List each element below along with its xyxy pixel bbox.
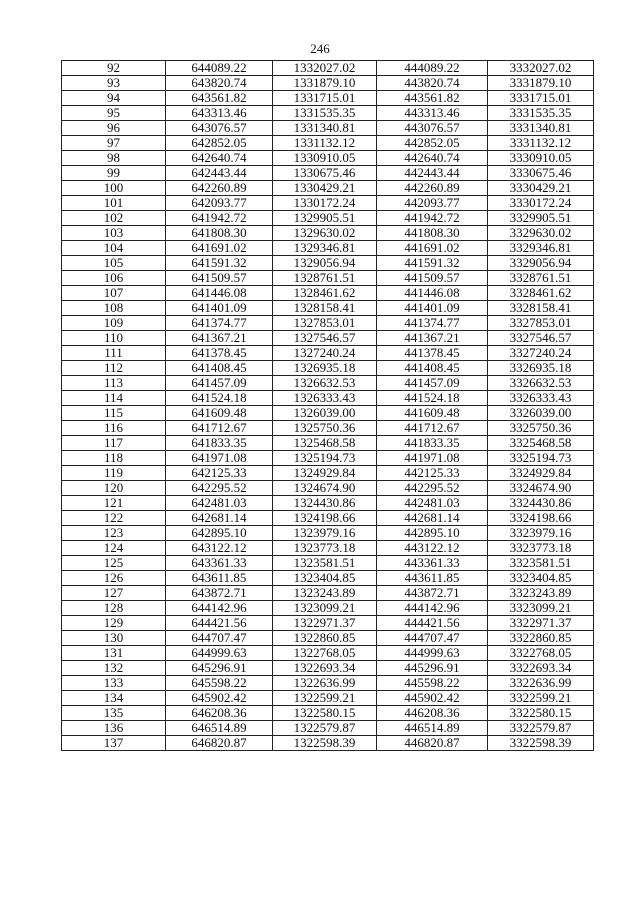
x-coordinate-cell: 641712.67 [166,421,273,436]
x-converted-cell: 441691.02 [377,241,488,256]
x-converted-cell: 443561.82 [377,91,488,106]
y-coordinate-cell: 1330675.46 [273,166,377,181]
y-converted-cell: 3323404.85 [488,571,594,586]
x-coordinate-cell: 642260.89 [166,181,273,196]
x-converted-cell: 445902.42 [377,691,488,706]
y-coordinate-cell: 1322636.99 [273,676,377,691]
point-number-cell: 137 [62,736,166,751]
table-row [62,151,594,166]
y-coordinate-cell: 1323773.18 [273,541,377,556]
x-coordinate-cell: 642481.03 [166,496,273,511]
x-coordinate-cell: 641591.32 [166,256,273,271]
coordinates-table [61,60,594,751]
y-coordinate-cell: 1329905.51 [273,211,377,226]
x-coordinate-cell: 641509.57 [166,271,273,286]
y-coordinate-cell: 1330429.21 [273,181,377,196]
point-number-cell: 127 [62,586,166,601]
y-coordinate-cell: 1330172.24 [273,196,377,211]
table-row [62,556,594,571]
x-converted-cell: 441457.09 [377,376,488,391]
x-coordinate-cell: 642295.52 [166,481,273,496]
point-number-cell: 105 [62,256,166,271]
point-number-cell: 99 [62,166,166,181]
y-coordinate-cell: 1324929.84 [273,466,377,481]
x-converted-cell: 441808.30 [377,226,488,241]
y-coordinate-cell: 1322579.87 [273,721,377,736]
y-converted-cell: 3331132.12 [488,136,594,151]
point-number-cell: 112 [62,361,166,376]
point-number-cell: 125 [62,556,166,571]
y-converted-cell: 3322768.05 [488,646,594,661]
y-coordinate-cell: 1323581.51 [273,556,377,571]
y-coordinate-cell: 1326039.00 [273,406,377,421]
y-converted-cell: 3322636.99 [488,676,594,691]
x-converted-cell: 441446.08 [377,286,488,301]
point-number-cell: 132 [62,661,166,676]
table-row [62,361,594,376]
y-converted-cell: 3323581.51 [488,556,594,571]
table-row [62,256,594,271]
y-coordinate-cell: 1328761.51 [273,271,377,286]
x-converted-cell: 441609.48 [377,406,488,421]
y-converted-cell: 3330910.05 [488,151,594,166]
x-converted-cell: 444421.56 [377,616,488,631]
y-coordinate-cell: 1328461.62 [273,286,377,301]
table-row [62,511,594,526]
x-converted-cell: 441971.08 [377,451,488,466]
point-number-cell: 106 [62,271,166,286]
x-converted-cell: 441509.57 [377,271,488,286]
y-converted-cell: 3325468.58 [488,436,594,451]
x-converted-cell: 443611.85 [377,571,488,586]
table-row [62,316,594,331]
point-number-cell: 92 [62,61,166,76]
x-coordinate-cell: 643313.46 [166,106,273,121]
table-row [62,661,594,676]
point-number-cell: 95 [62,106,166,121]
y-converted-cell: 3324674.90 [488,481,594,496]
table-row [62,421,594,436]
x-coordinate-cell: 641457.09 [166,376,273,391]
table-row [62,541,594,556]
y-coordinate-cell: 1322580.15 [273,706,377,721]
x-converted-cell: 442260.89 [377,181,488,196]
x-converted-cell: 442295.52 [377,481,488,496]
table-row [62,226,594,241]
y-converted-cell: 3322580.15 [488,706,594,721]
x-converted-cell: 444999.63 [377,646,488,661]
y-coordinate-cell: 1324198.66 [273,511,377,526]
x-coordinate-cell: 643122.12 [166,541,273,556]
y-converted-cell: 3329630.02 [488,226,594,241]
x-coordinate-cell: 641408.45 [166,361,273,376]
y-converted-cell: 3328461.62 [488,286,594,301]
table-row [62,586,594,601]
table-row [62,376,594,391]
x-coordinate-cell: 641691.02 [166,241,273,256]
x-converted-cell: 442481.03 [377,496,488,511]
x-coordinate-cell: 641942.72 [166,211,273,226]
table-row [62,181,594,196]
table-row [62,196,594,211]
point-number-cell: 129 [62,616,166,631]
point-number-cell: 136 [62,721,166,736]
y-coordinate-cell: 1332027.02 [273,61,377,76]
point-number-cell: 104 [62,241,166,256]
x-converted-cell: 442640.74 [377,151,488,166]
x-converted-cell: 443122.12 [377,541,488,556]
y-coordinate-cell: 1323404.85 [273,571,377,586]
x-coordinate-cell: 641401.09 [166,301,273,316]
y-converted-cell: 3325750.36 [488,421,594,436]
table-body [62,61,594,751]
y-coordinate-cell: 1323979.16 [273,526,377,541]
x-converted-cell: 446514.89 [377,721,488,736]
y-converted-cell: 3324929.84 [488,466,594,481]
table-row [62,61,594,76]
y-converted-cell: 3323979.16 [488,526,594,541]
y-converted-cell: 3327240.24 [488,346,594,361]
y-converted-cell: 3326632.53 [488,376,594,391]
y-converted-cell: 3323099.21 [488,601,594,616]
y-coordinate-cell: 1327240.24 [273,346,377,361]
x-converted-cell: 445598.22 [377,676,488,691]
y-converted-cell: 3329056.94 [488,256,594,271]
point-number-cell: 131 [62,646,166,661]
point-number-cell: 110 [62,331,166,346]
x-converted-cell: 442093.77 [377,196,488,211]
table-row [62,271,594,286]
table-row [62,571,594,586]
x-coordinate-cell: 642681.14 [166,511,273,526]
x-converted-cell: 441833.35 [377,436,488,451]
point-number-cell: 98 [62,151,166,166]
point-number-cell: 126 [62,571,166,586]
x-coordinate-cell: 641446.08 [166,286,273,301]
y-coordinate-cell: 1331340.81 [273,121,377,136]
table-row [62,616,594,631]
y-coordinate-cell: 1328158.41 [273,301,377,316]
x-coordinate-cell: 644142.96 [166,601,273,616]
y-converted-cell: 3326935.18 [488,361,594,376]
point-number-cell: 94 [62,91,166,106]
table-row [62,211,594,226]
table-row [62,721,594,736]
x-converted-cell: 442681.14 [377,511,488,526]
x-coordinate-cell: 641609.48 [166,406,273,421]
point-number-cell: 101 [62,196,166,211]
x-coordinate-cell: 641808.30 [166,226,273,241]
x-coordinate-cell: 641524.18 [166,391,273,406]
x-coordinate-cell: 642443.44 [166,166,273,181]
x-coordinate-cell: 641378.45 [166,346,273,361]
x-coordinate-cell: 642093.77 [166,196,273,211]
y-converted-cell: 3331715.01 [488,91,594,106]
x-coordinate-cell: 641971.08 [166,451,273,466]
y-coordinate-cell: 1322599.21 [273,691,377,706]
x-converted-cell: 443313.46 [377,106,488,121]
table-row [62,646,594,661]
table-row [62,76,594,91]
table-row [62,706,594,721]
table-row [62,136,594,151]
y-coordinate-cell: 1322971.37 [273,616,377,631]
y-coordinate-cell: 1325468.58 [273,436,377,451]
y-converted-cell: 3325194.73 [488,451,594,466]
x-coordinate-cell: 643561.82 [166,91,273,106]
table-row [62,496,594,511]
y-coordinate-cell: 1327853.01 [273,316,377,331]
x-coordinate-cell: 643872.71 [166,586,273,601]
y-coordinate-cell: 1327546.57 [273,331,377,346]
point-number-cell: 97 [62,136,166,151]
x-coordinate-cell: 641367.21 [166,331,273,346]
y-coordinate-cell: 1331535.35 [273,106,377,121]
table-row [62,631,594,646]
y-converted-cell: 3322599.21 [488,691,594,706]
y-converted-cell: 3326039.00 [488,406,594,421]
x-coordinate-cell: 643076.57 [166,121,273,136]
point-number-cell: 93 [62,76,166,91]
y-converted-cell: 3327546.57 [488,331,594,346]
x-coordinate-cell: 642852.05 [166,136,273,151]
y-converted-cell: 3322693.34 [488,661,594,676]
x-converted-cell: 444142.96 [377,601,488,616]
x-coordinate-cell: 646514.89 [166,721,273,736]
x-converted-cell: 443361.33 [377,556,488,571]
table-row [62,91,594,106]
y-coordinate-cell: 1322598.39 [273,736,377,751]
x-converted-cell: 441374.77 [377,316,488,331]
y-coordinate-cell: 1331132.12 [273,136,377,151]
point-number-cell: 107 [62,286,166,301]
y-converted-cell: 3331340.81 [488,121,594,136]
point-number-cell: 114 [62,391,166,406]
point-number-cell: 122 [62,511,166,526]
y-coordinate-cell: 1331715.01 [273,91,377,106]
y-converted-cell: 3323773.18 [488,541,594,556]
y-converted-cell: 3330429.21 [488,181,594,196]
table-row [62,166,594,181]
y-converted-cell: 3327853.01 [488,316,594,331]
x-coordinate-cell: 645902.42 [166,691,273,706]
x-coordinate-cell: 644421.56 [166,616,273,631]
y-converted-cell: 3324430.86 [488,496,594,511]
y-coordinate-cell: 1323243.89 [273,586,377,601]
y-converted-cell: 3331879.10 [488,76,594,91]
point-number-cell: 123 [62,526,166,541]
table-row [62,346,594,361]
y-coordinate-cell: 1322693.34 [273,661,377,676]
y-converted-cell: 3330675.46 [488,166,594,181]
table-row [62,601,594,616]
x-coordinate-cell: 643820.74 [166,76,273,91]
table-row [62,481,594,496]
x-coordinate-cell: 643611.85 [166,571,273,586]
point-number-cell: 119 [62,466,166,481]
table-row [62,436,594,451]
y-converted-cell: 3328158.41 [488,301,594,316]
x-converted-cell: 441524.18 [377,391,488,406]
page-number: 246 [310,41,330,56]
point-number-cell: 103 [62,226,166,241]
x-converted-cell: 441378.45 [377,346,488,361]
table-row [62,391,594,406]
x-converted-cell: 441712.67 [377,421,488,436]
x-coordinate-cell: 646820.87 [166,736,273,751]
x-coordinate-cell: 642125.33 [166,466,273,481]
x-converted-cell: 446820.87 [377,736,488,751]
y-converted-cell: 3329346.81 [488,241,594,256]
point-number-cell: 109 [62,316,166,331]
y-converted-cell: 3324198.66 [488,511,594,526]
y-converted-cell: 3326333.43 [488,391,594,406]
y-converted-cell: 3322971.37 [488,616,594,631]
table-row [62,526,594,541]
point-number-cell: 135 [62,706,166,721]
y-coordinate-cell: 1326333.43 [273,391,377,406]
y-coordinate-cell: 1326632.53 [273,376,377,391]
point-number-cell: 133 [62,676,166,691]
y-coordinate-cell: 1322860.85 [273,631,377,646]
x-coordinate-cell: 641374.77 [166,316,273,331]
y-coordinate-cell: 1325194.73 [273,451,377,466]
x-coordinate-cell: 642640.74 [166,151,273,166]
table-row [62,691,594,706]
point-number-cell: 115 [62,406,166,421]
point-number-cell: 118 [62,451,166,466]
table-row [62,466,594,481]
table-row [62,301,594,316]
point-number-cell: 96 [62,121,166,136]
table-row [62,286,594,301]
x-converted-cell: 441591.32 [377,256,488,271]
table-row [62,736,594,751]
y-converted-cell: 3328761.51 [488,271,594,286]
x-converted-cell: 441942.72 [377,211,488,226]
x-converted-cell: 442125.33 [377,466,488,481]
point-number-cell: 121 [62,496,166,511]
x-converted-cell: 445296.91 [377,661,488,676]
y-coordinate-cell: 1325750.36 [273,421,377,436]
table-row [62,331,594,346]
point-number-cell: 128 [62,601,166,616]
point-number-cell: 120 [62,481,166,496]
x-converted-cell: 444089.22 [377,61,488,76]
point-number-cell: 100 [62,181,166,196]
x-coordinate-cell: 645598.22 [166,676,273,691]
y-coordinate-cell: 1324430.86 [273,496,377,511]
y-coordinate-cell: 1326935.18 [273,361,377,376]
y-converted-cell: 3332027.02 [488,61,594,76]
x-coordinate-cell: 644999.63 [166,646,273,661]
x-converted-cell: 441367.21 [377,331,488,346]
y-converted-cell: 3322860.85 [488,631,594,646]
y-coordinate-cell: 1323099.21 [273,601,377,616]
y-converted-cell: 3329905.51 [488,211,594,226]
table-row [62,121,594,136]
x-converted-cell: 441408.45 [377,361,488,376]
point-number-cell: 108 [62,301,166,316]
x-converted-cell: 442443.44 [377,166,488,181]
y-converted-cell: 3323243.89 [488,586,594,601]
x-coordinate-cell: 643361.33 [166,556,273,571]
y-coordinate-cell: 1322768.05 [273,646,377,661]
x-converted-cell: 443820.74 [377,76,488,91]
table-row [62,676,594,691]
point-number-cell: 134 [62,691,166,706]
x-converted-cell: 446208.36 [377,706,488,721]
x-coordinate-cell: 642895.10 [166,526,273,541]
point-number-cell: 117 [62,436,166,451]
x-coordinate-cell: 641833.35 [166,436,273,451]
y-converted-cell: 3331535.35 [488,106,594,121]
x-converted-cell: 442852.05 [377,136,488,151]
y-coordinate-cell: 1329056.94 [273,256,377,271]
x-coordinate-cell: 644089.22 [166,61,273,76]
y-coordinate-cell: 1329346.81 [273,241,377,256]
table-row [62,451,594,466]
table-row [62,106,594,121]
table-row [62,406,594,421]
y-converted-cell: 3330172.24 [488,196,594,211]
x-coordinate-cell: 644707.47 [166,631,273,646]
point-number-cell: 102 [62,211,166,226]
y-coordinate-cell: 1329630.02 [273,226,377,241]
point-number-cell: 116 [62,421,166,436]
x-converted-cell: 444707.47 [377,631,488,646]
point-number-cell: 113 [62,376,166,391]
point-number-cell: 124 [62,541,166,556]
table-row [62,241,594,256]
y-coordinate-cell: 1331879.10 [273,76,377,91]
x-converted-cell: 442895.10 [377,526,488,541]
x-converted-cell: 443872.71 [377,586,488,601]
x-coordinate-cell: 645296.91 [166,661,273,676]
x-coordinate-cell: 646208.36 [166,706,273,721]
point-number-cell: 111 [62,346,166,361]
y-coordinate-cell: 1324674.90 [273,481,377,496]
point-number-cell: 130 [62,631,166,646]
x-converted-cell: 441401.09 [377,301,488,316]
y-coordinate-cell: 1330910.05 [273,151,377,166]
y-converted-cell: 3322579.87 [488,721,594,736]
x-converted-cell: 443076.57 [377,121,488,136]
y-converted-cell: 3322598.39 [488,736,594,751]
